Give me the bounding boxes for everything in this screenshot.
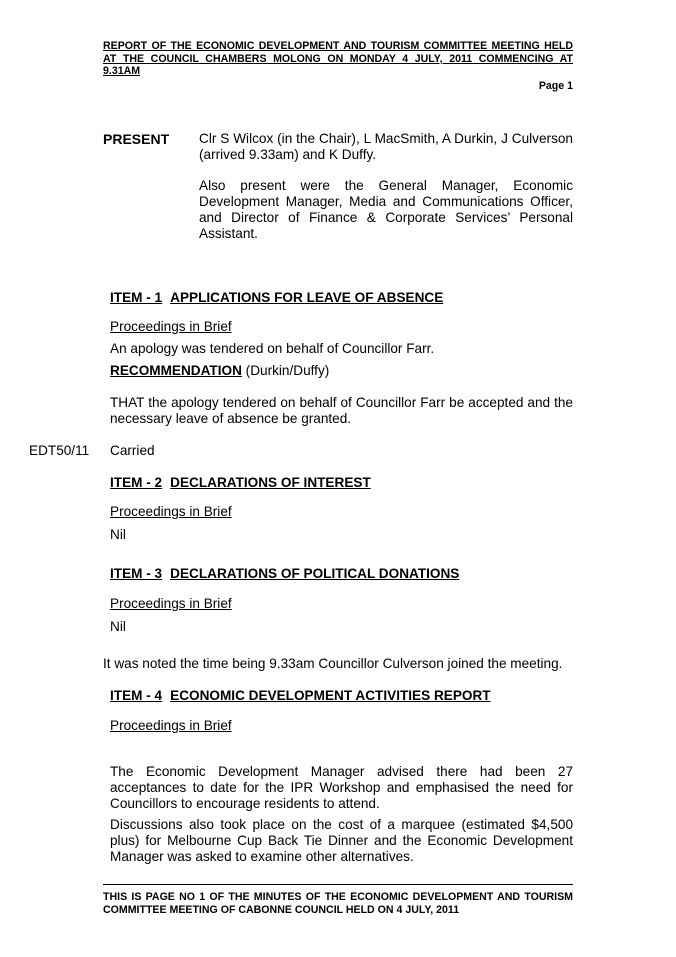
report-header-title: REPORT OF THE ECONOMIC DEVELOPMENT AND TOURISM COMMITTEE MEETING HELD AT THE COUNCIL CHAMBERS MOLONG ON MONDAY 4 JULY, 2011 COMMENCING AT 9.31AM — [103, 40, 573, 78]
item-2-number: ITEM - 2 — [110, 475, 163, 490]
item-2-heading — [110, 475, 371, 490]
item-1-outcome: Carried — [110, 443, 155, 458]
item-4-paragraph-1: The Economic Development Manager advised there had been 27 acceptances to date for the IPR Workshop and emphasised the need for Councillors to encourage residents to attend. — [110, 764, 573, 811]
item-1-text: An apology was tendered on behalf of Councillor Farr. — [110, 341, 435, 356]
resolution-reference: EDT50/11 — [29, 443, 90, 458]
item-1-heading — [110, 290, 443, 305]
item-1-proceedings-label: Proceedings in Brief — [110, 319, 232, 334]
item-2-title: DECLARATIONS OF INTEREST — [170, 475, 371, 490]
item-4-title: ECONOMIC DEVELOPMENT ACTIVITIES REPORT — [170, 688, 491, 703]
item-4-paragraph-2: Discussions also took place on the cost of a marquee (estimated $4,500 plus) for Melbourne Cup Back Tie Dinner and the Economic Development Manager was asked to examine other alternatives. — [110, 817, 573, 864]
item-2-text: Nil — [110, 527, 126, 542]
item-1-recommendation — [110, 363, 329, 378]
recommendation-label: RECOMMENDATION — [110, 363, 242, 378]
page-number: Page 1 — [538, 80, 573, 92]
item-3-proceedings-label: Proceedings in Brief — [110, 596, 232, 611]
present-also: Also present were the General Manager, Economic Development Manager, Media and Communications Officer, and Director of Finance & Corporate Services’ Personal Assistant. — [199, 178, 573, 241]
item-3-heading — [110, 566, 459, 581]
present-members: Clr S Wilcox (in the Chair), L MacSmith, A Durkin, J Culverson (arrived 9.33am) and K Duffy. — [199, 131, 573, 162]
item-3-number: ITEM - 3 — [110, 566, 163, 581]
item-4-proceedings-label: Proceedings in Brief — [110, 718, 232, 733]
item-1-number: ITEM - 1 — [110, 290, 163, 305]
item-2-proceedings-label: Proceedings in Brief — [110, 504, 232, 519]
meeting-note: It was noted the time being 9.33am Councillor Culverson joined the meeting. — [103, 656, 563, 671]
item-3-title: DECLARATIONS OF POLITICAL DONATIONS — [170, 566, 460, 581]
footer-divider — [103, 884, 573, 885]
item-1-title: APPLICATIONS FOR LEAVE OF ABSENCE — [170, 290, 444, 305]
item-3-text: Nil — [110, 619, 126, 634]
item-4-heading — [110, 688, 491, 703]
recommendation-movers: (Durkin/Duffy) — [241, 363, 330, 378]
item-1-resolution: THAT the apology tendered on behalf of Councillor Farr be accepted and the necessary leave of absence be granted. — [110, 395, 573, 426]
page-footer: THIS IS PAGE NO 1 OF THE MINUTES OF THE ECONOMIC DEVELOPMENT AND TOURISM COMMITTEE MEETING OF CABONNE COUNCIL HELD ON 4 JULY, 2011 — [103, 891, 573, 916]
present-label: PRESENT — [103, 131, 170, 147]
item-4-number: ITEM - 4 — [110, 688, 163, 703]
